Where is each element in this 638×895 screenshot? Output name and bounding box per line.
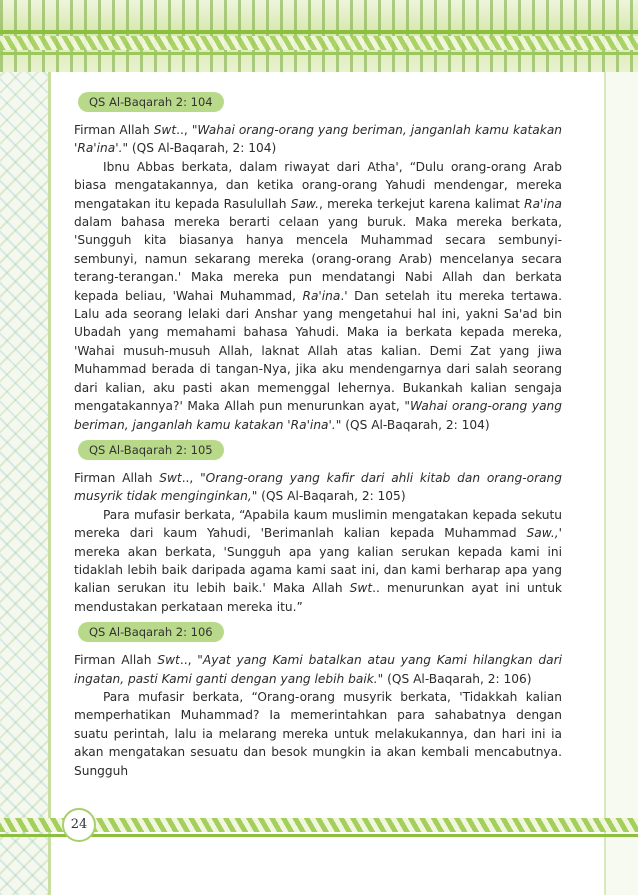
text-run-italic: Ra'ina	[302, 288, 341, 303]
bottom-border-stripe	[0, 834, 638, 837]
text-run-italic: Ra'ina	[524, 196, 562, 211]
quote-paragraph	[74, 651, 562, 688]
section-badge: QS Al-Baqarah 2: 106	[78, 622, 224, 642]
quote-italic: "Wahai orang-orang yang beriman, janganlah kamu katakan 'Ra'ina'."	[74, 123, 563, 156]
page-number: 24	[62, 808, 96, 842]
text-run: ..,	[176, 123, 192, 137]
section-105	[74, 440, 562, 616]
text-run-italic: Swt	[349, 581, 373, 596]
body-paragraph	[74, 506, 562, 616]
text-run-italic: Saw.	[290, 196, 319, 211]
quote-italic: "Orang-orang yang kafir dari ahli kitab dan orang-orang musyrik tidak menginginkan,"	[74, 470, 563, 504]
text-run: Firman Allah	[74, 123, 154, 137]
text-run-italic: Swt	[153, 123, 177, 137]
text-run-italic: Swt	[159, 470, 182, 485]
text-run: Firman Allah	[74, 653, 158, 668]
text-run: ..,	[179, 653, 198, 668]
section-104	[74, 92, 562, 434]
text-run: ..,	[181, 470, 201, 485]
text-run: (QS Al-Baqarah, 2: 104)	[341, 417, 490, 432]
quote-italic: "Wahai orang-orang yang beriman, janganlah kamu katakan 'Ra'ina'."	[74, 399, 563, 432]
body-paragraph	[74, 158, 562, 434]
text-run: .. menurunkan ayat ini untuk mendustakan perkataan mereka itu.”	[74, 581, 562, 614]
text-run: Para mufasir berkata, “Orang-orang musyrik berkata, 'Tidakkah kalian memperhatikan Muhammad? Ia memerintahkan para sahabatnya dengan suatu perintah, lalu ia melarang mereka untuk melakukannya, dan hari ini ia akan mengatakan sesuatu dan besok mungkin ia akan kembali mencabutnya. Sungguh	[74, 689, 562, 778]
quote-paragraph	[74, 121, 562, 158]
section-badge: QS Al-Baqarah 2: 104	[78, 92, 224, 112]
left-border-rule	[48, 72, 51, 895]
text-run: dalam bahasa mereka berarti celaan yang buruk. Maka mereka berkata, 'Sungguh kita biasanya hanya mencela Muhammad secara sembunyi-sembunyi, namun sekarang mereka (orang-orang Arab) mencelanya secara terang-terangan.' Maka mereka pun mendatangi Nabi Allah dan berkata kepada beliau, 'Wahai Muhammad,	[74, 215, 562, 303]
top-border-stripe-lower	[0, 52, 638, 55]
quote-italic: "Ayat yang Kami batalkan atau yang Kami hilangkan dari ingatan, pasti Kami ganti dengan yang lebih baik."	[74, 653, 563, 686]
text-run-italic: Saw.,	[526, 526, 559, 541]
text-run: (QS Al-Baqarah, 2: 106)	[383, 671, 532, 686]
left-ornament-border	[0, 72, 48, 895]
right-margin-border	[604, 72, 638, 895]
top-border-stripe	[0, 30, 638, 34]
section-badge: QS Al-Baqarah 2: 105	[78, 440, 224, 460]
text-run: .' Dan setelah itu mereka tertawa. Lalu ada seorang lelaki dari Anshar yang mengetahui hal ini, yakni Sa'ad bin Ubadah yang memahami bahasa Yahudi. Maka ia berkata kepada mereka, 'Wahai musuh-musuh Allah, laknat Allah atas kalian. Demi Zat yang jiwa Muhammad berada di tangan-Nya, jika aku mendengarnya dari salah seorang dari kalian, aku pasti akan memenggal lehernya. Bukankah kalian sengaja mengatakannya?' Maka Allah pun menurunkan ayat,	[74, 288, 562, 414]
text-run: ' mereka akan berkata, 'Sungguh apa yang kalian serukan kepada kami ini tidaklah lebih baik daripada agama kami saat ini, dan kami berharap apa yang kalian serukan itu lebih baik.' Maka Allah	[74, 526, 562, 596]
quote-paragraph	[74, 469, 562, 506]
top-rope-pattern	[0, 36, 638, 50]
text-run: Ibnu Abbas berkata, dalam riwayat dari Atha', “Dulu orang-orang Arab biasa mengatakannya, dan ketika orang-orang Yahudi mendengar, mereka mengatakan itu kepada Rasulullah	[74, 159, 562, 211]
top-ornament-border	[0, 0, 638, 72]
body-paragraph	[74, 688, 562, 780]
text-run: Firman Allah	[74, 470, 160, 485]
text-run: (QS Al-Baqarah, 2: 104)	[128, 141, 277, 156]
text-run: , mereka terkejut karena kalimat	[318, 196, 525, 211]
text-run: Para mufasir berkata, “Apabila kaum muslimin mengatakan kepada sekutu mereka dari kaum Yahudi, 'Berimanlah kalian kepada Muhammad	[74, 507, 562, 541]
text-run: (QS Al-Baqarah, 2: 105)	[257, 489, 406, 504]
page-content	[74, 92, 562, 786]
text-run-italic: Swt	[157, 653, 180, 668]
section-106	[74, 622, 562, 780]
